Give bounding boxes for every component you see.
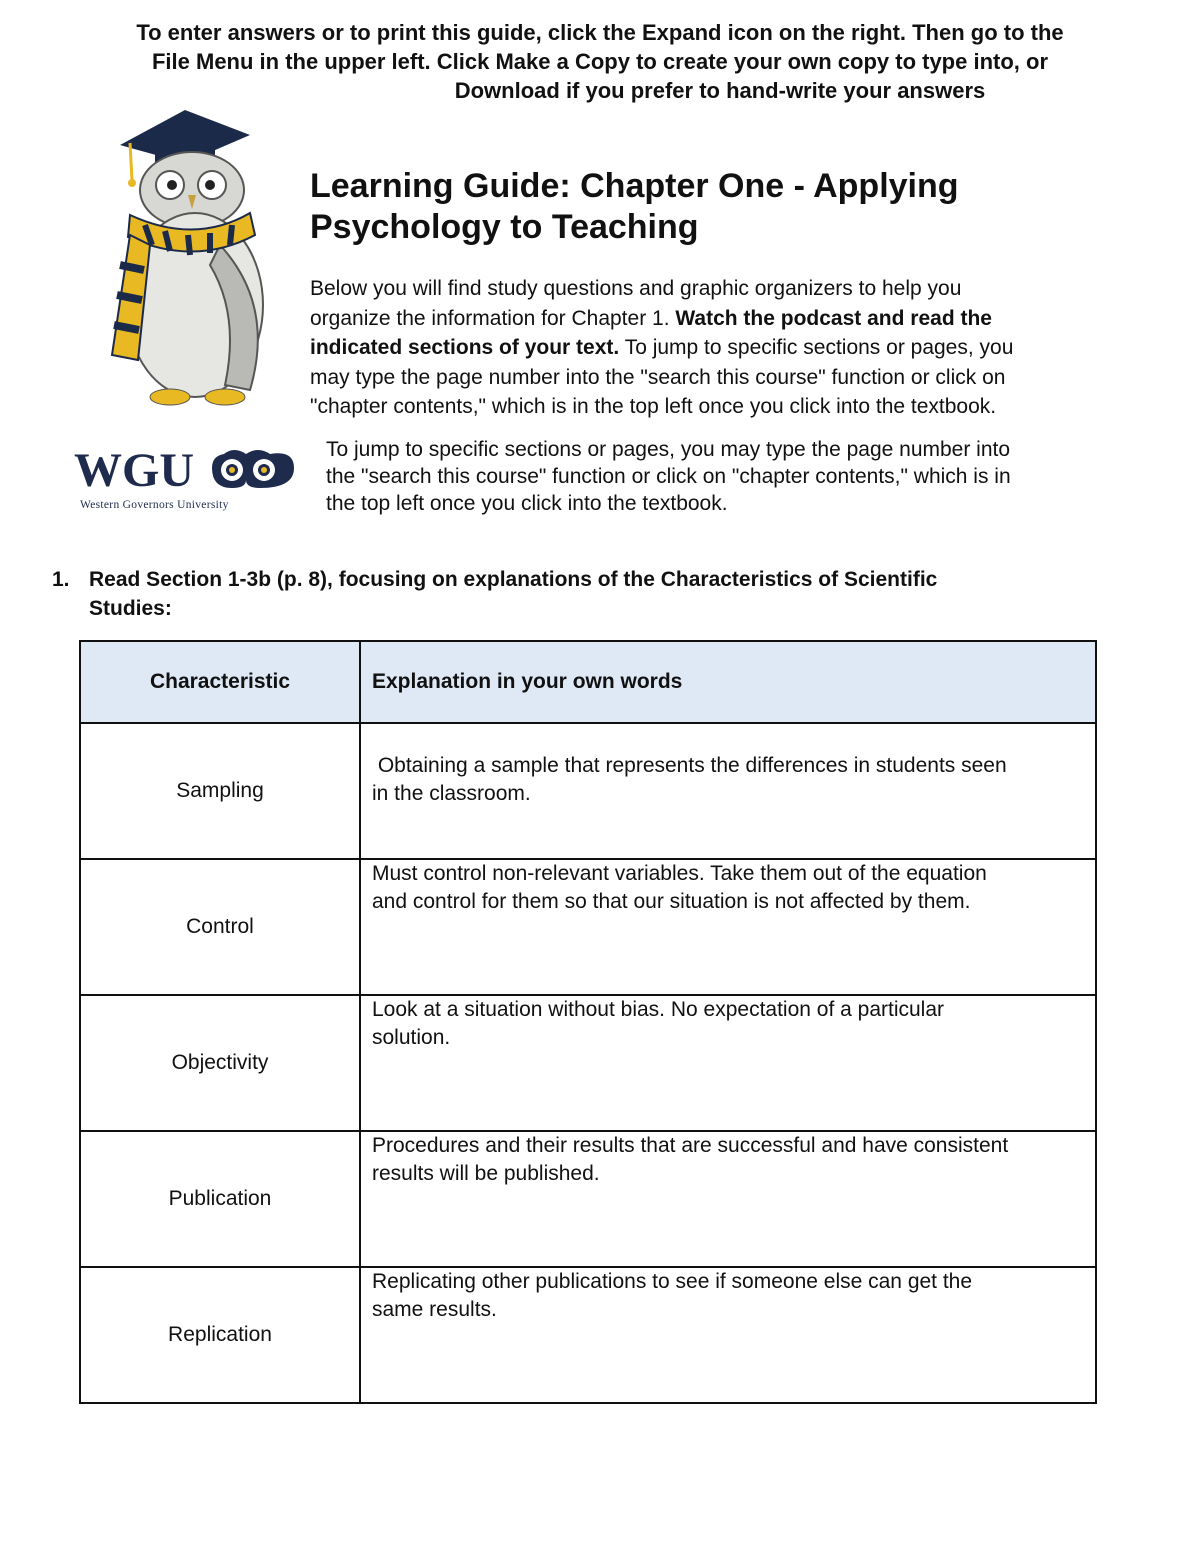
question-number: 1. bbox=[52, 568, 70, 591]
explanation-line: solution. bbox=[372, 1025, 451, 1049]
characteristic-cell: Control bbox=[80, 859, 360, 995]
intro-line-1: Below you will find study questions and graphic organizers to help you bbox=[310, 277, 962, 300]
explanation-cell[interactable] bbox=[360, 1267, 1096, 1403]
explanation-line: Look at a situation without bias. No expectation of a particular bbox=[372, 998, 945, 1021]
intro-line-2 bbox=[310, 304, 1130, 334]
characteristic-cell: Publication bbox=[80, 1131, 360, 1267]
intro-line-3 bbox=[310, 333, 1130, 363]
wgu-logo bbox=[74, 440, 300, 516]
owl-eyes-logo-icon bbox=[212, 450, 294, 488]
table-row bbox=[80, 995, 1096, 1131]
intro-line-5: "chapter contents," which is in the top left once you click into the textbook. bbox=[310, 395, 997, 418]
jump-note-line-3: the top left once you click into the textbook. bbox=[326, 492, 728, 515]
explanation-line: Must control non-relevant variables. Take them out of the equation bbox=[372, 862, 987, 885]
explanation-cell[interactable] bbox=[360, 1131, 1096, 1267]
instructions-line-3: Download if you prefer to hand-write your answers bbox=[454, 78, 986, 103]
characteristic-cell: Replication bbox=[80, 1267, 360, 1403]
jump-note-line-1: To jump to specific sections or pages, you may type the page number into bbox=[326, 438, 1011, 461]
graduation-owl-mascot-icon bbox=[100, 105, 280, 415]
title-line-2: Psychology to Teaching bbox=[310, 208, 699, 246]
table-row bbox=[80, 1131, 1096, 1267]
intro-line-2-bold: Watch the podcast and read the bbox=[675, 306, 992, 330]
characteristic-cell: Objectivity bbox=[80, 995, 360, 1131]
page-title bbox=[310, 166, 1130, 248]
explanation-cell[interactable] bbox=[360, 723, 1096, 859]
jump-note-line-2: the "search this course" function or click on "chapter contents," which is in bbox=[326, 465, 1011, 488]
jump-note bbox=[326, 436, 1126, 517]
intro-line-3-bold: indicated sections of your text. bbox=[310, 336, 620, 359]
explanation-line: same results. bbox=[372, 1297, 497, 1321]
explanation-line: results will be published. bbox=[372, 1161, 600, 1185]
instructions-line-2: File Menu in the upper left. Click Make a Copy to create your own copy to type into, or bbox=[151, 49, 1049, 74]
explanation-line: Procedures and their results that are successful and have consistent bbox=[372, 1134, 1009, 1157]
instructions-banner bbox=[80, 18, 1120, 105]
explanation-line: Replicating other publications to see if someone else can get the bbox=[372, 1270, 973, 1293]
intro-line-2-text: organize the information for Chapter 1. bbox=[310, 306, 676, 330]
question-line-2: Studies: bbox=[89, 597, 172, 620]
characteristics-table bbox=[79, 640, 1097, 1404]
explanation-line: and control for them so that our situation is not affected by them. bbox=[372, 889, 971, 913]
logo-university-name: Western Governors University bbox=[80, 499, 229, 511]
header-characteristic: Characteristic bbox=[80, 641, 360, 723]
header-explanation: Explanation in your own words bbox=[360, 641, 1096, 723]
intro-line-4: may type the page number into the "search this course" function or click on bbox=[310, 365, 1006, 389]
intro-paragraph bbox=[310, 274, 1130, 422]
table-row bbox=[80, 859, 1096, 995]
title-line-1: Learning Guide: Chapter One - Applying bbox=[310, 167, 959, 205]
table-row bbox=[80, 1267, 1096, 1403]
table-header-row bbox=[80, 641, 1096, 723]
question-line-1: Read Section 1-3b (p. 8), focusing on explanations of the Characteristics of Scientific bbox=[89, 568, 938, 591]
intro-line-3-text: To jump to specific sections or pages, you bbox=[619, 336, 1014, 359]
characteristic-cell: Sampling bbox=[80, 723, 360, 859]
explanation-line: in the classroom. bbox=[372, 781, 531, 805]
explanation-line: Obtaining a sample that represents the differences in students seen bbox=[372, 754, 1007, 777]
explanation-cell[interactable] bbox=[360, 995, 1096, 1131]
instructions-line-1: To enter answers or to print this guide, click the Expand icon on the right. Then go to the bbox=[136, 20, 1064, 45]
table-row bbox=[80, 723, 1096, 859]
explanation-cell[interactable] bbox=[360, 859, 1096, 995]
logo-wordmark: WGU bbox=[74, 444, 194, 497]
